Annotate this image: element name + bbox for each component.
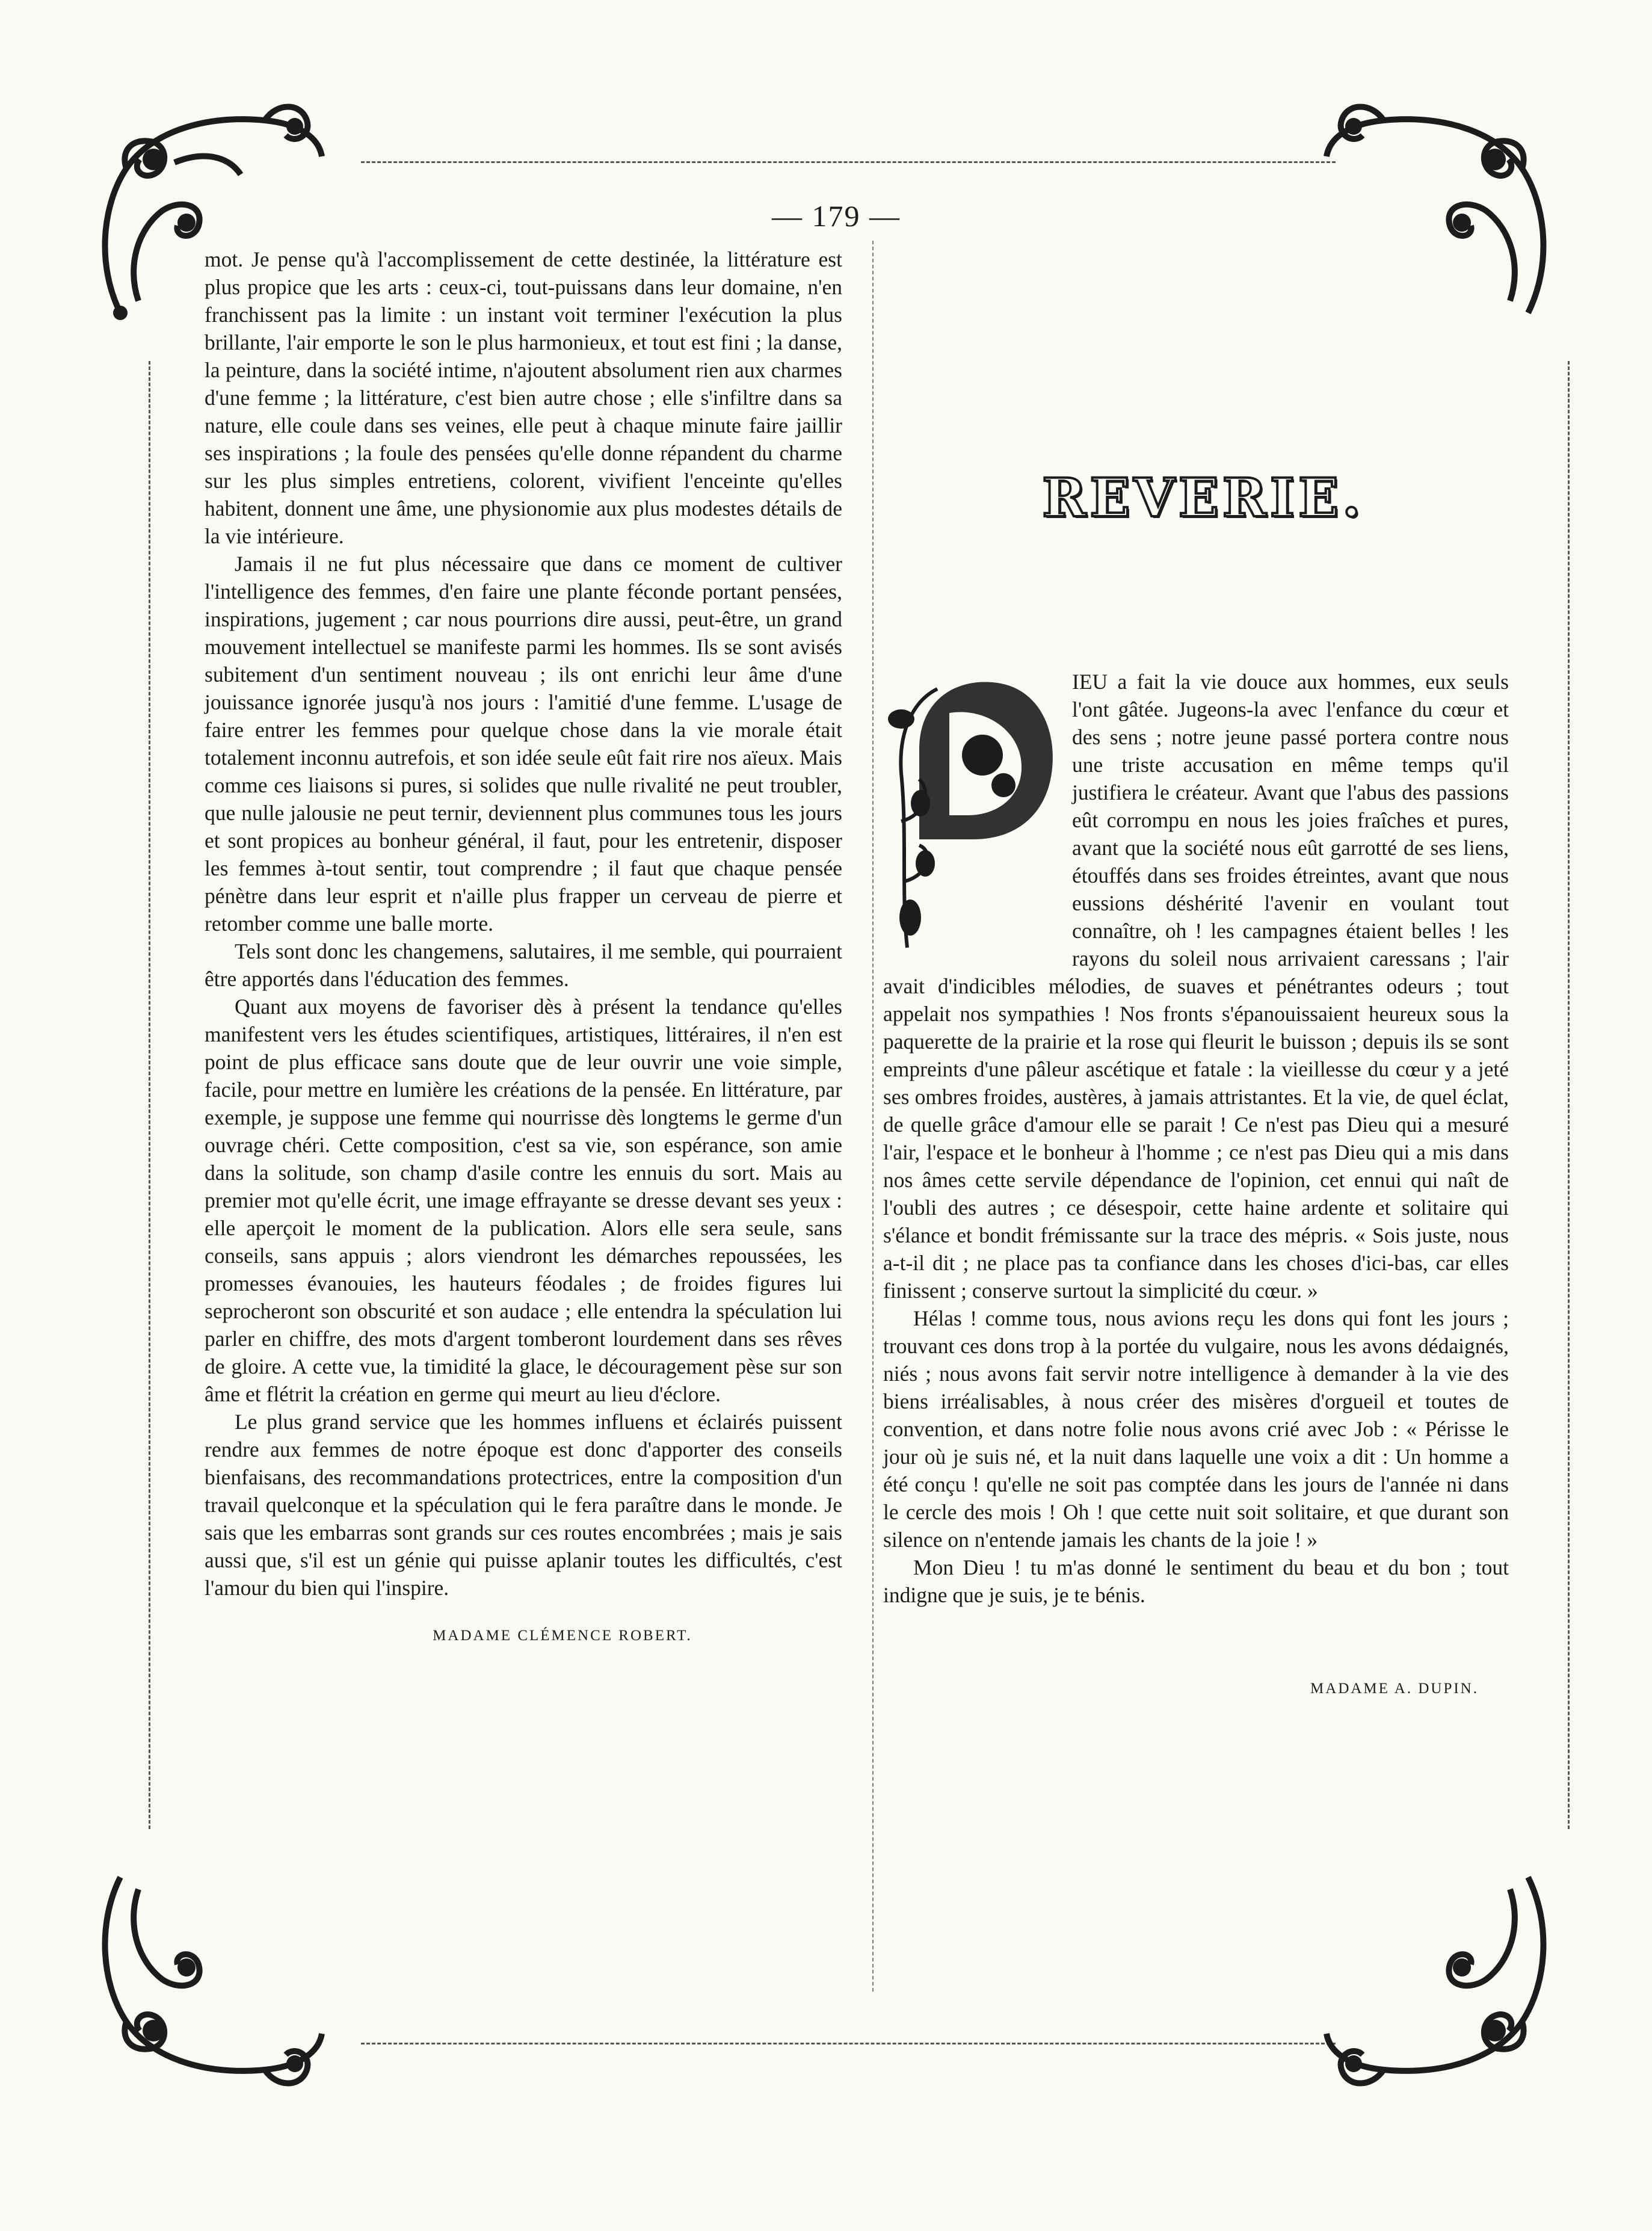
right-paragraph-3: Mon Dieu ! tu m'as donné le sentiment du beau et du bon ; tout indigne que je suis, je te bénis. [883, 1555, 1509, 1607]
frame-bottom-border [361, 2043, 1336, 2044]
corner-ornament-bottom-right [1324, 1865, 1564, 2106]
left-signature: MADAME CLÉMENCE ROBERT. [433, 1628, 692, 1644]
corner-ornament-top-right [1324, 84, 1564, 325]
right-column [883, 668, 1509, 1703]
page-number: — 179 — [772, 199, 901, 233]
dropcap-spacer [883, 668, 1064, 951]
right-signature: MADAME A. DUPIN. [1310, 1680, 1479, 1697]
article-title: REVERIE. [1042, 466, 1364, 529]
left-paragraph-4: Quant aux moyens de favoriser dès à présent la tendance qu'elles manifestent vers les études scientifiques, artistiques, littéraires, il n'en est point de plus efficace sans doute que de leur ouvrir une voie simple, facile, pour mettre en lumière les créations de la pensée. En littérature, par exemple, je suppose une femme qui nourrisse dès longtems le germe d'un ouvrage chéri. Cette composition, c'est sa vie, son espérance, son amie dans la solitude, son champ d'asile contre les ennuis du sort. Mais au premier mot qu'elle écrit, une image effrayante se dresse devant ses yeux : elle aperçoit le moment de la publication. Alors elle sera seule, sans conseils, sans appuis ; alors viendront les démarches repoussées, les promesses évanouies, les hauteurs féodales ; de froides figures lui seprocheront son obscurité et son audace ; elle entendra la spéculation lui parler en chiffre, des mots d'argent tomberont lourdement dans ses rêves de gloire. A cette vue, la timidité la glace, le découragement pèse sur son âme et flétrit la création en germe qui meurt au lieu d'éclore. [205, 995, 842, 1406]
corner-ornament-bottom-left [84, 1865, 325, 2106]
right-paragraph-2: Hélas ! comme tous, nous avions reçu les dons qui font les jours ; trouvant ces dons trop à la portée du vulgaire, nous les avons dédaignés, niés ; nous avons fait servir notre intelligence à demander à la vie des biens irréalisables, à nous créer des misères d'orgueil et toutes de convention, et dans notre folie nous avons crié avec Job : « Périsse le jour où je suis né, et la nuit dans laquelle une voix a dit : Un homme a été conçu ! qu'elle ne soit pas comptée dans les jours de l'année ni dans le cercle des mois ! Oh ! que cette nuit soit solitaire, et que durant son silence on n'entende jamais les chants de la joie ! » [883, 1306, 1509, 1552]
left-paragraph-1: mot. Je pense qu'à l'accomplissement de cette destinée, la littérature est plus propice que les arts : ceux-ci, tout-puissans dans leur domaine, n'en franchissent pas la limite : un instant voit terminer l'exécution la plus brillante, l'air emporte le son le plus harmonieux, et tout est fini ; la danse, la peinture, dans la société intime, n'ajoutent absolument rien aux charmes d'une femme ; la littérature, c'est bien autre chose ; elle s'infiltre dans sa nature, elle coule dans ses veines, elle peut à chaque minute faire jaillir ses inspirations ; la foule des pensées qu'elle donne répandent du charme sur les plus simples entretiens, colorent, vivifient l'enceinte qu'elles habitent, donnent une âme, une physionomie aux plus modestes détails de la vie intérieure. [205, 247, 842, 548]
column-divider [872, 241, 874, 1992]
left-column [205, 245, 842, 1650]
frame-top-border [361, 161, 1336, 163]
left-paragraph-3: Tels sont donc les changemens, salutaires, il me semble, qui pourraient être apportés dans l'éducation des femmes. [205, 939, 842, 991]
left-paragraph-2: Jamais il ne fut plus nécessaire que dans ce moment de cultiver l'intelligence des femmes, d'en faire une plante féconde portant pensées, inspirations, jugement ; car nous pourrions dire aussi, peut-être, un grand mouvement intellectuel se manifeste parmi les hommes. Ils se sont avisés subitement d'un sentiment nouveau ; ils ont enrichi leur âme d'une jouissance ignorée jusqu'à nos jours : l'amitié d'une femme. L'usage de faire entrer les femmes pour quelque chose dans la vie morale était totalement inconnu autrefois, et son idée seule eût fait rire nos aïeux. Mais comme ces liaisons si pures, si solides que nulle rivalité ne peut troubler, que nulle jalousie ne peut ternir, deviennent plus communes tous les jours et sont propices au bonheur général, il faut, pour les entretenir, disposer les femmes à-tout sentir, tout comprendre ; il faut que chaque pensée pénètre dans leur esprit et n'aille plus frapper un cerveau de pierre et retomber comme une balle morte. [205, 552, 842, 936]
left-paragraph-5: Le plus grand service que les hommes influens et éclairés puissent rendre aux femmes de notre époque est donc d'apporter des conseils bienfaisans, des recommandations protectrices, entre la composition d'un travail quelconque et la spéculation qui le fera paraître dans le monde. Je sais que les embarras sont grands sur ces routes encombrées ; mais je sais aussi que, s'il est un génie qui puisse aplanir toutes les difficultés, c'est l'amour du bien qui l'inspire. [205, 1410, 842, 1600]
right-paragraph-1: IEU a fait la vie douce aux hommes, eux seuls l'ont gâtée. Jugeons-la avec l'enfance du cœur et des sens ; notre jeune passé portera contre nous une triste accusation en même temps qu'il justifiera le créateur. Avant que l'abus des passions eût corrompu en nous les joies fraîches et pures, avant que la société nous eût garrotté de ses liens, étouffés dans ses froides étreintes, avant que nous eussions déshérité l'avenir en voulant tout connaître, oh ! les campagnes étaient belles ! les rayons du soleil nous arrivaient caressans ; l'air avait d'indicibles mélodies, de suaves et pénétrantes odeurs ; tout appelait nos sympathies ! Nos fronts s'épanouissaient heureux sous la paquerette de la prairie et la rose qui fleurit le buisson ; depuis ils se sont empreints d'une pâleur ascétique et fatale : la vieillesse du cœur y a jeté ses ombres froides, austères, à jamais attristantes. Et la vie, de quel éclat, de quelle grâce d'amour elle se parait ! Ce n'est pas Dieu qui a mesuré l'air, l'espace et le bonheur à l'homme ; ce n'est pas Dieu qui a mis dans nos âmes cette servile dépendance de l'opinion, cet ennui qui naît de l'oubli des autres ; ce désespoir, cette haine ardente et solitaire qui s'élance et bondit frémissante sur la trace des mépris. « Sois juste, nous a-t-il dit ; ne place pas ta confiance dans les choses d'ici-bas, car elles finissent ; conserve surtout la simplicité du cœur. » [883, 670, 1509, 1303]
frame-left-border [149, 361, 150, 1829]
frame-right-border [1568, 361, 1570, 1829]
